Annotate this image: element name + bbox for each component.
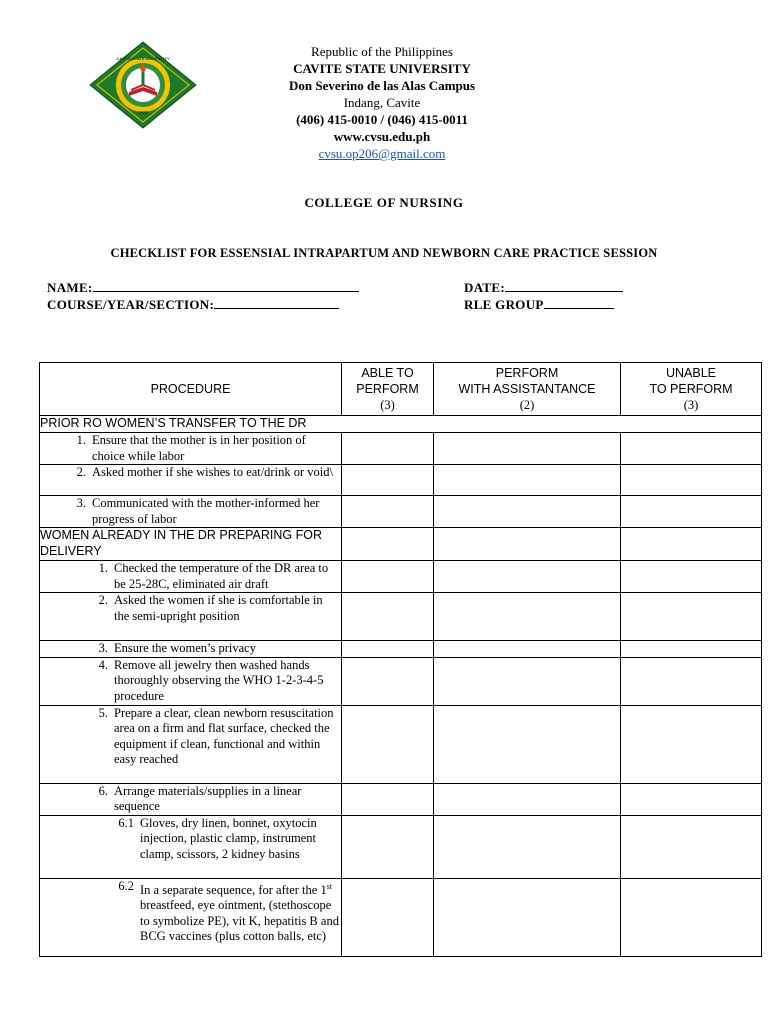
location: Indang, Cavite xyxy=(343,95,421,110)
letterhead xyxy=(232,43,532,162)
score-cell[interactable] xyxy=(434,641,621,658)
score-cell[interactable] xyxy=(621,465,762,496)
score-cell[interactable] xyxy=(434,657,621,705)
score-cell[interactable] xyxy=(621,593,762,641)
score-cell[interactable] xyxy=(342,641,434,658)
email-link[interactable]: cvsu.op206@gmail.com xyxy=(318,146,446,161)
score-cell[interactable] xyxy=(621,496,762,528)
rle-blank[interactable] xyxy=(544,297,614,309)
table-row: 5. Prepare a clear, clean newborn resuscitation area on a firm and flat surface, checked the equipment if clean, functional and within easy reached xyxy=(40,705,762,783)
score-cell[interactable] xyxy=(434,465,621,496)
checklist-title: CHECKLIST FOR ESSENSIAL INTRAPARTUM AND NEWBORN CARE PRACTICE SESSION xyxy=(110,246,658,260)
score-cell[interactable] xyxy=(342,593,434,641)
table-row: 3. Communicated with the mother-informed her progress of labor xyxy=(40,496,762,528)
section-row xyxy=(40,528,762,561)
table-row: 3. Ensure the women’s privacy xyxy=(40,641,762,658)
able-header: ABLE TO PERFORM (3) xyxy=(342,363,434,416)
logo-year: 1906 xyxy=(137,110,149,115)
section-title-delivery: WOMEN ALREADY IN THE DR PREPARING FOR DELIVERY xyxy=(40,528,342,561)
table-row: 6. Arrange materials/supplies in a linear sequence xyxy=(40,783,762,815)
website: www.cvsu.edu.ph xyxy=(333,129,431,144)
university-logo xyxy=(88,40,198,130)
score-cell[interactable] xyxy=(342,465,434,496)
score-cell[interactable] xyxy=(621,641,762,658)
republic-line: Republic of the Philippines xyxy=(311,44,453,59)
score-cell[interactable] xyxy=(434,705,621,783)
name-field[interactable] xyxy=(47,280,359,296)
score-cell[interactable] xyxy=(434,783,621,815)
course-field[interactable] xyxy=(47,297,339,313)
campus-name: Don Severino de las Alas Campus xyxy=(289,78,475,93)
score-cell[interactable] xyxy=(621,705,762,783)
unable-header: UNABLE TO PERFORM (3) xyxy=(621,363,762,416)
score-cell[interactable] xyxy=(434,878,621,956)
rle-group-field[interactable] xyxy=(464,297,614,313)
date-label: DATE: xyxy=(464,280,505,295)
table-row: 1. Checked the temperature of the DR area to be 25-28C, eliminated air draft xyxy=(40,561,762,593)
score-cell[interactable] xyxy=(621,783,762,815)
section-row xyxy=(40,416,762,433)
header-row xyxy=(40,363,762,416)
score-cell[interactable] xyxy=(621,528,762,561)
score-cell[interactable] xyxy=(434,496,621,528)
phone-numbers: (406) 415-0010 / (046) 415-0011 xyxy=(296,112,468,127)
procedure-header: PROCEDURE xyxy=(40,363,342,416)
score-cell[interactable] xyxy=(621,433,762,465)
course-blank[interactable] xyxy=(214,297,339,309)
score-cell[interactable] xyxy=(621,878,762,956)
score-cell[interactable] xyxy=(434,815,621,878)
score-cell[interactable] xyxy=(342,705,434,783)
score-cell[interactable] xyxy=(342,815,434,878)
score-cell[interactable] xyxy=(434,433,621,465)
logo-top-text: CAVITE STATE UNIVERSITY xyxy=(116,56,170,61)
date-field[interactable] xyxy=(464,280,623,296)
score-cell[interactable] xyxy=(342,496,434,528)
date-blank[interactable] xyxy=(505,280,623,292)
table-row: 4. Remove all jewelry then washed hands thoroughly observing the WHO 1-2-3-4-5 procedure xyxy=(40,657,762,705)
assist-header: PERFORM WITH ASSISTANTANCE (2) xyxy=(434,363,621,416)
section-title-transfer: PRIOR RO WOMEN’S TRANSFER TO THE DR xyxy=(40,416,762,433)
university-name: CAVITE STATE UNIVERSITY xyxy=(293,61,471,76)
score-cell[interactable] xyxy=(434,593,621,641)
checklist-table xyxy=(39,362,762,957)
course-label: COURSE/YEAR/SECTION: xyxy=(47,297,215,312)
table-row: 2. Asked mother if she wishes to eat/drink or void\ xyxy=(40,465,762,496)
table-row: 2. Asked the women if she is comfortable in the semi-upright position xyxy=(40,593,762,641)
table-row: 6.1 Gloves, dry linen, bonnet, oxytocin injection, plastic clamp, instrument clamp, scissors, 2 kidney basins xyxy=(40,815,762,878)
score-cell[interactable] xyxy=(342,657,434,705)
score-cell[interactable] xyxy=(342,561,434,593)
score-cell[interactable] xyxy=(342,783,434,815)
table-row: 1. Ensure that the mother is in her position of choice while labor xyxy=(40,433,762,465)
score-cell[interactable] xyxy=(434,561,621,593)
rle-label: RLE GROUP xyxy=(464,297,544,312)
score-cell[interactable] xyxy=(621,657,762,705)
score-cell[interactable] xyxy=(621,815,762,878)
score-cell[interactable] xyxy=(621,561,762,593)
college-name: COLLEGE OF NURSING xyxy=(304,195,464,210)
table-row: 6.2 In a separate sequence, for after the 1st breastfeed, eye ointment, (stethoscope to symbolize PE), vit K, hepatitis B and BCG vaccines (plus cotton balls, etc) xyxy=(40,878,762,956)
score-cell[interactable] xyxy=(342,528,434,561)
name-label: NAME: xyxy=(47,280,93,295)
score-cell[interactable] xyxy=(434,528,621,561)
name-blank[interactable] xyxy=(93,280,359,292)
score-cell[interactable] xyxy=(342,433,434,465)
score-cell[interactable] xyxy=(342,878,434,956)
